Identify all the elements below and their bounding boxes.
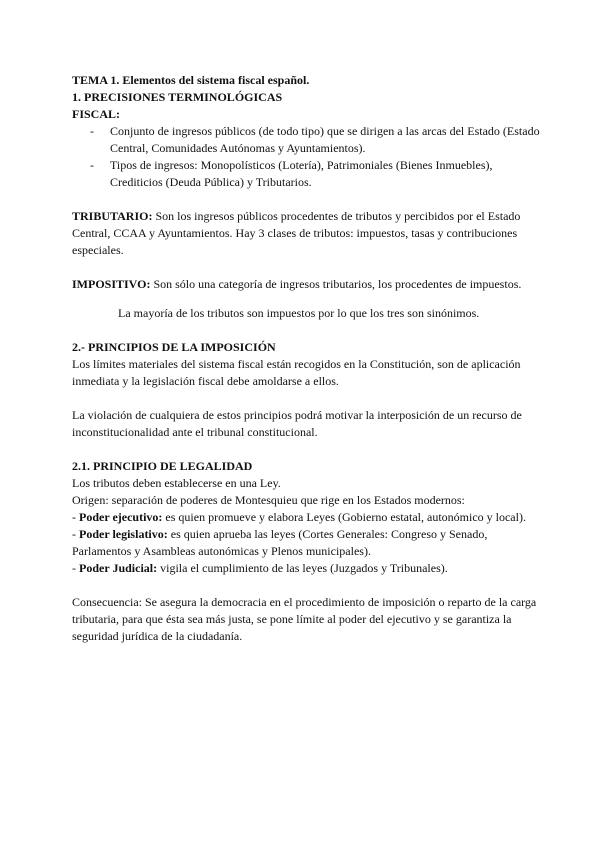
power-text: vigila el cumplimiento de las leyes (Juzgados y Tribunales). xyxy=(157,561,448,575)
section2-paragraph-1: Los límites materiales del sistema fiscal están recogidos en la Constitución, son de aplicación inmediata y la legislación fiscal debe amoldarse a ellos. xyxy=(72,357,521,388)
power-judicial: - Poder Judicial: vigila el cumplimiento de las leyes (Juzgados y Tribunales). xyxy=(72,561,448,575)
consequence-paragraph: Consecuencia: Se asegura la democracia en el procedimiento de imposición o reparto de la carga tributaria, para que ésta sea más justa, se pone límite al poder del ejecutivo y se garantiza la seguridad jurídica de la ciudadanía. xyxy=(72,595,537,643)
fiscal-list xyxy=(72,123,540,191)
legalidad-line-2: Origen: separación de poderes de Montesquieu que rige en los Estados modernos: xyxy=(72,493,465,507)
tributario-text: Son los ingresos públicos procedentes de tributos y percibidos por el Estado Central, CCAA y Ayuntamientos. Hay 3 clases de tributos: impuestos, tasas y contribuciones especiales. xyxy=(72,209,521,257)
impositivo-text: Son sólo una categoría de ingresos tributarios, los procedentes de impuestos. xyxy=(150,277,522,291)
section21-heading: 2.1. PRINCIPIO DE LEGALIDAD xyxy=(72,459,253,473)
power-term: Poder legislativo: xyxy=(79,527,168,541)
power-text: es quien promueve y elabora Leyes (Gobierno estatal, autonómico y local). xyxy=(162,510,526,524)
list-item: - Tipos de ingresos: Monopolísticos (Lotería), Patrimoniales (Bienes Inmuebles), Crediticios (Deuda Pública) y Tributarios. xyxy=(72,157,540,191)
list-item: - Conjunto de ingresos públicos (de todo tipo) que se dirigen a las arcas del Estado (Estado Central, Comunidades Autónomas y Ayuntamientos). xyxy=(72,123,540,157)
section2-heading: 2.- PRINCIPIOS DE LA IMPOSICIÓN xyxy=(72,340,276,354)
power-legislativo: - Poder legislativo: es quien aprueba las leyes (Cortes Generales: Congreso y Senado, Parlamentos y Asambleas autonómicas y Plenos municipales). xyxy=(72,527,488,558)
section1-heading: 1. PRECISIONES TERMINOLÓGICAS xyxy=(72,90,283,104)
legalidad-line-1: Los tributos deben establecerse en una Ley. xyxy=(72,476,281,490)
doc-title: TEMA 1. Elementos del sistema fiscal español. xyxy=(72,73,310,87)
impositivo-term: IMPOSITIVO: xyxy=(72,277,151,291)
power-ejecutivo: - Poder ejecutivo: es quien promueve y elabora Leyes (Gobierno estatal, autonómico y local). xyxy=(72,510,526,524)
impositivo-paragraph xyxy=(72,276,540,293)
fiscal-term: FISCAL: xyxy=(72,107,121,121)
synonym-note: La mayoría de los tributos son impuestos por lo que los tres son sinónimos. xyxy=(118,306,480,320)
tributario-paragraph xyxy=(72,208,540,259)
section2-paragraph-2: La violación de cualquiera de estos principios podrá motivar la interposición de un recurso de inconstitucionalidad ante el tribunal constitucional. xyxy=(72,408,522,439)
power-term: Poder Judicial: xyxy=(79,561,158,575)
power-term: Poder ejecutivo: xyxy=(79,510,163,524)
tributario-term: TRIBUTARIO: xyxy=(72,209,153,223)
power-text: es quien aprueba las leyes (Cortes Generales: Congreso y Senado, Parlamentos y Asambleas autonómicas y Plenos municipales). xyxy=(72,527,488,558)
